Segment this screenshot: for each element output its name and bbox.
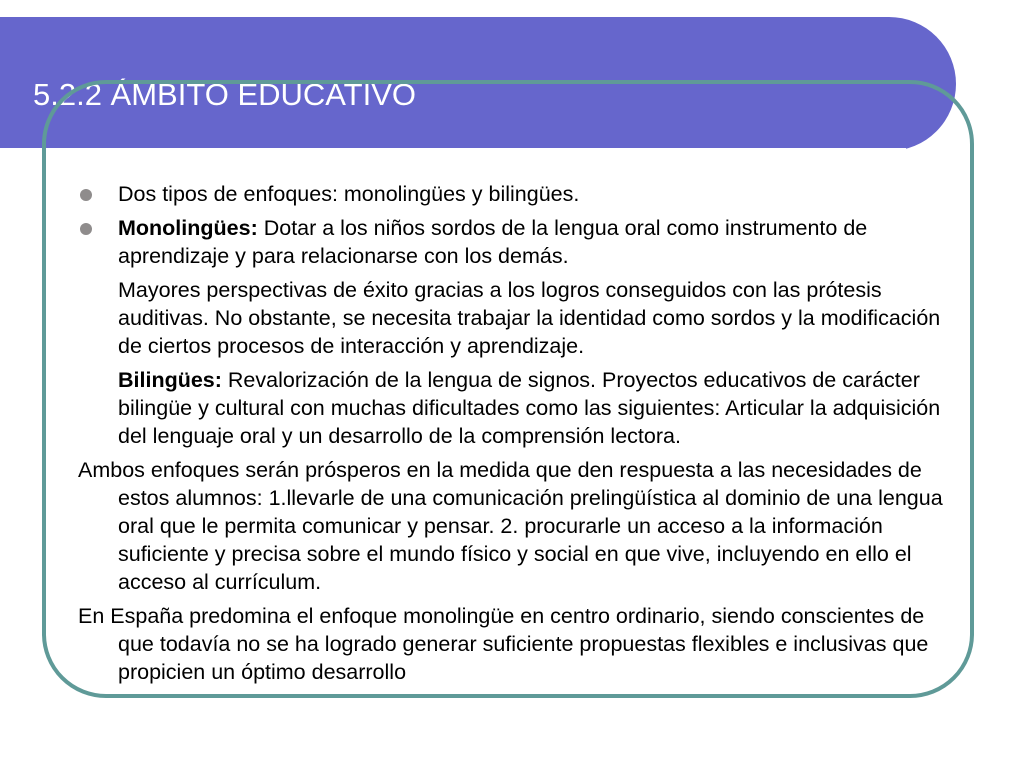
bullet-dot-icon <box>78 180 118 201</box>
slide-content <box>78 180 958 692</box>
bullet-item <box>78 214 958 270</box>
body-paragraph: En España predomina el enfoque monolingüe en centro ordinario, siendo conscientes de que todavía no se ha logrado generar suficiente propuestas flexibles e inclusivas que propicien un óptimo desarrollo <box>78 604 929 684</box>
bullet-item <box>78 180 958 208</box>
indented-paragraph: Mayores perspectivas de éxito gracias a los logros conseguidos con las prótesis auditivas. No obstante, se necesita trabajar la identidad como sordos y la modificación de ciertos procesos de interacción y aprendizaje. <box>118 278 941 358</box>
slide-title: 5.2.2 ÁMBITO EDUCATIVO <box>33 77 417 112</box>
bullet-dot-icon <box>78 214 118 235</box>
bullet-text: Dos tipos de enfoques: monolingües y bilingües. <box>118 182 580 206</box>
bullet-bold: Monolingües: <box>118 216 258 240</box>
body-paragraph: Ambos enfoques serán prósperos en la medida que den respuesta a las necesidades de estos alumnos: 1.llevarle de una comunicación prelingüística al dominio de una lengua oral que le permita comunicar y pensar. 2. procurarle un acceso a la información suficiente y precisa sobre el mundo físico y social en que vive, incluyendo en ello el acceso al currículum. <box>78 458 943 594</box>
bullet-text: Dotar a los niños sordos de la lengua oral como instrumento de aprendizaje y para relacionarse con los demás. <box>118 216 868 268</box>
indented-paragraph: Bilingües: Revalorización de la lengua de signos. Proyectos educativos de carácter bilingüe y cultural con muchas dificultades como las siguientes: Articular la adquisición del lenguaje oral y un desarrollo de la comprensión lectora. <box>118 368 941 448</box>
